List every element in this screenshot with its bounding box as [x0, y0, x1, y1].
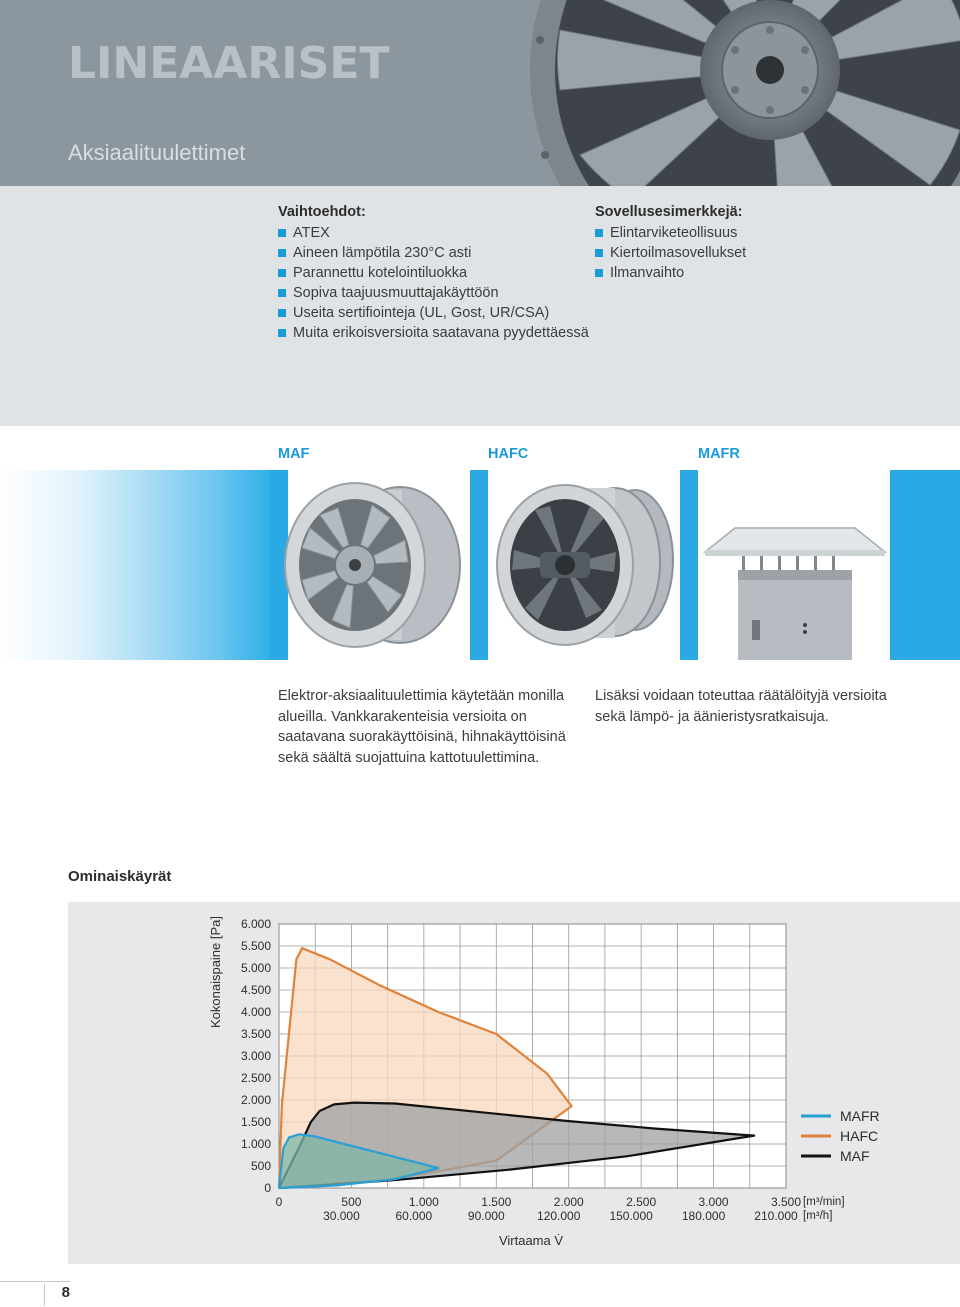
options-heading: Vaihtoehdot: [278, 204, 366, 220]
list-item-label: Useita sertifiointeja (UL, Gost, UR/CSA) [293, 305, 550, 321]
square-bullet-icon [278, 249, 286, 257]
square-bullet-icon [278, 229, 286, 237]
list-item-label: Kiertoilmasovellukset [610, 245, 747, 261]
y-tick-label: 4.500 [240, 983, 271, 997]
list-item-label: ATEX [293, 225, 330, 241]
list-item-label: Aineen lämpötila 230°C asti [293, 245, 472, 261]
performance-chart [68, 902, 960, 1264]
x-tick-label: 1.500 [481, 1195, 512, 1209]
page-number-rule [0, 1281, 70, 1282]
x-tick-label: 1.000 [408, 1195, 439, 1209]
x-tick-label: 3.000 [698, 1195, 729, 1209]
x-axis-label: Virtaama V̇ [498, 1233, 564, 1248]
x-unit-label-h: [m³/h] [803, 1210, 833, 1222]
product-label-maf: MAF [278, 446, 310, 462]
list-item [595, 243, 935, 263]
list-item-label: Sopiva taajuusmuuttajakäyttöön [293, 285, 499, 301]
y-tick-label: 3.500 [240, 1027, 271, 1041]
x-tick-label-secondary: 120.000 [537, 1209, 581, 1223]
list-item [278, 303, 598, 323]
product-images [0, 470, 960, 660]
maf-fan-image [280, 470, 470, 660]
y-tick-label: 3.000 [240, 1049, 271, 1063]
gradient-panel [0, 470, 270, 660]
list-item-label: Parannettu kotelointiluokka [293, 265, 468, 281]
y-tick-label: 4.000 [240, 1005, 271, 1019]
page-header [0, 0, 960, 186]
list-item [278, 223, 598, 243]
y-tick-label: 0 [264, 1181, 271, 1195]
y-tick-labels [241, 917, 271, 1195]
page-number: 8 [44, 1284, 70, 1306]
legend-label-mafr: MAFR [840, 1108, 880, 1124]
list-item-label: Ilmanvaihto [610, 265, 685, 281]
list-item [278, 243, 598, 263]
square-bullet-icon [278, 289, 286, 297]
mafr-roof-fan-image [700, 470, 890, 660]
square-bullet-icon [595, 229, 603, 237]
list-item [595, 263, 935, 283]
chart-legend [801, 1108, 880, 1164]
square-bullet-icon [595, 269, 603, 277]
y-tick-label: 2.000 [240, 1093, 271, 1107]
legend-label-maf: MAF [840, 1148, 870, 1164]
list-item [278, 283, 598, 303]
chart-panel [68, 902, 960, 1264]
list-item [278, 263, 598, 283]
divider-bar [680, 470, 698, 660]
legend-label-hafc: HAFC [840, 1128, 879, 1144]
features-section [0, 186, 960, 426]
product-label-hafc: HAFC [488, 446, 529, 462]
list-item-label: Elintarviketeollisuus [610, 225, 738, 241]
y-tick-label: 5.500 [240, 939, 271, 953]
applications-list [595, 223, 935, 283]
x-tick-label-secondary: 30.000 [323, 1209, 360, 1223]
x-tick-label-secondary: 210.000 [754, 1209, 798, 1223]
page-title: LINEAARISET [68, 38, 390, 89]
y-tick-label: 6.000 [240, 917, 271, 931]
x-tick-label-secondary: 180.000 [681, 1209, 726, 1223]
list-item [278, 323, 598, 343]
description-right: Lisäksi voidaan toteuttaa räätälöityjä versioita sekä lämpö- ja äänieristysratkaisuja. [595, 688, 887, 725]
x-tick-label: 3.500 [770, 1195, 802, 1209]
divider-bar [470, 470, 488, 660]
list-item-label: Muita erikoisversioita saatavana pyydettäessä [293, 325, 589, 341]
x-tick-label-secondary: 60.000 [395, 1209, 433, 1223]
y-tick-label: 1.500 [240, 1115, 271, 1129]
y-tick-label: 500 [250, 1159, 271, 1173]
x-tick-label-secondary: 90.000 [467, 1209, 505, 1223]
applications-heading: Sovellusesimerkkejä: [595, 204, 743, 220]
x-tick-label: 0 [275, 1195, 283, 1209]
square-bullet-icon [278, 269, 286, 277]
x-tick-label-secondary: 150.000 [609, 1209, 653, 1223]
y-tick-label: 2.500 [240, 1071, 271, 1085]
x-unit-label-min: [m³/min] [803, 1196, 845, 1208]
fan-illustration [520, 0, 960, 186]
x-tick-label: 2.500 [626, 1195, 657, 1209]
y-axis-label: Kokonaispaine [Pa] [208, 915, 223, 1029]
description-left: Elektror-aksiaalituulettimia käytetään monilla alueilla. Vankkarakenteisia versioita on saatavana suorakäyttöisinä, hihnakäyttöisinä sekä säältä suojattuina kattotuulettimina. [278, 688, 566, 766]
chart-heading: Ominaiskäyrät [68, 868, 172, 885]
square-bullet-icon [278, 329, 286, 337]
x-tick-labels [276, 1195, 802, 1223]
square-bullet-icon [595, 249, 603, 257]
page-subtitle: Aksiaalituulettimet [68, 140, 246, 165]
square-bullet-icon [278, 309, 286, 317]
options-list [278, 223, 598, 343]
x-tick-label: 500 [341, 1195, 362, 1209]
x-tick-label: 2.000 [553, 1195, 584, 1209]
options-column [278, 204, 598, 343]
hafc-fan-image [490, 470, 680, 660]
applications-column [595, 204, 935, 283]
product-label-mafr: MAFR [698, 446, 740, 462]
divider-bar [890, 470, 960, 660]
y-tick-label: 1.000 [240, 1137, 271, 1151]
y-tick-label: 5.000 [240, 961, 271, 975]
list-item [595, 223, 935, 243]
